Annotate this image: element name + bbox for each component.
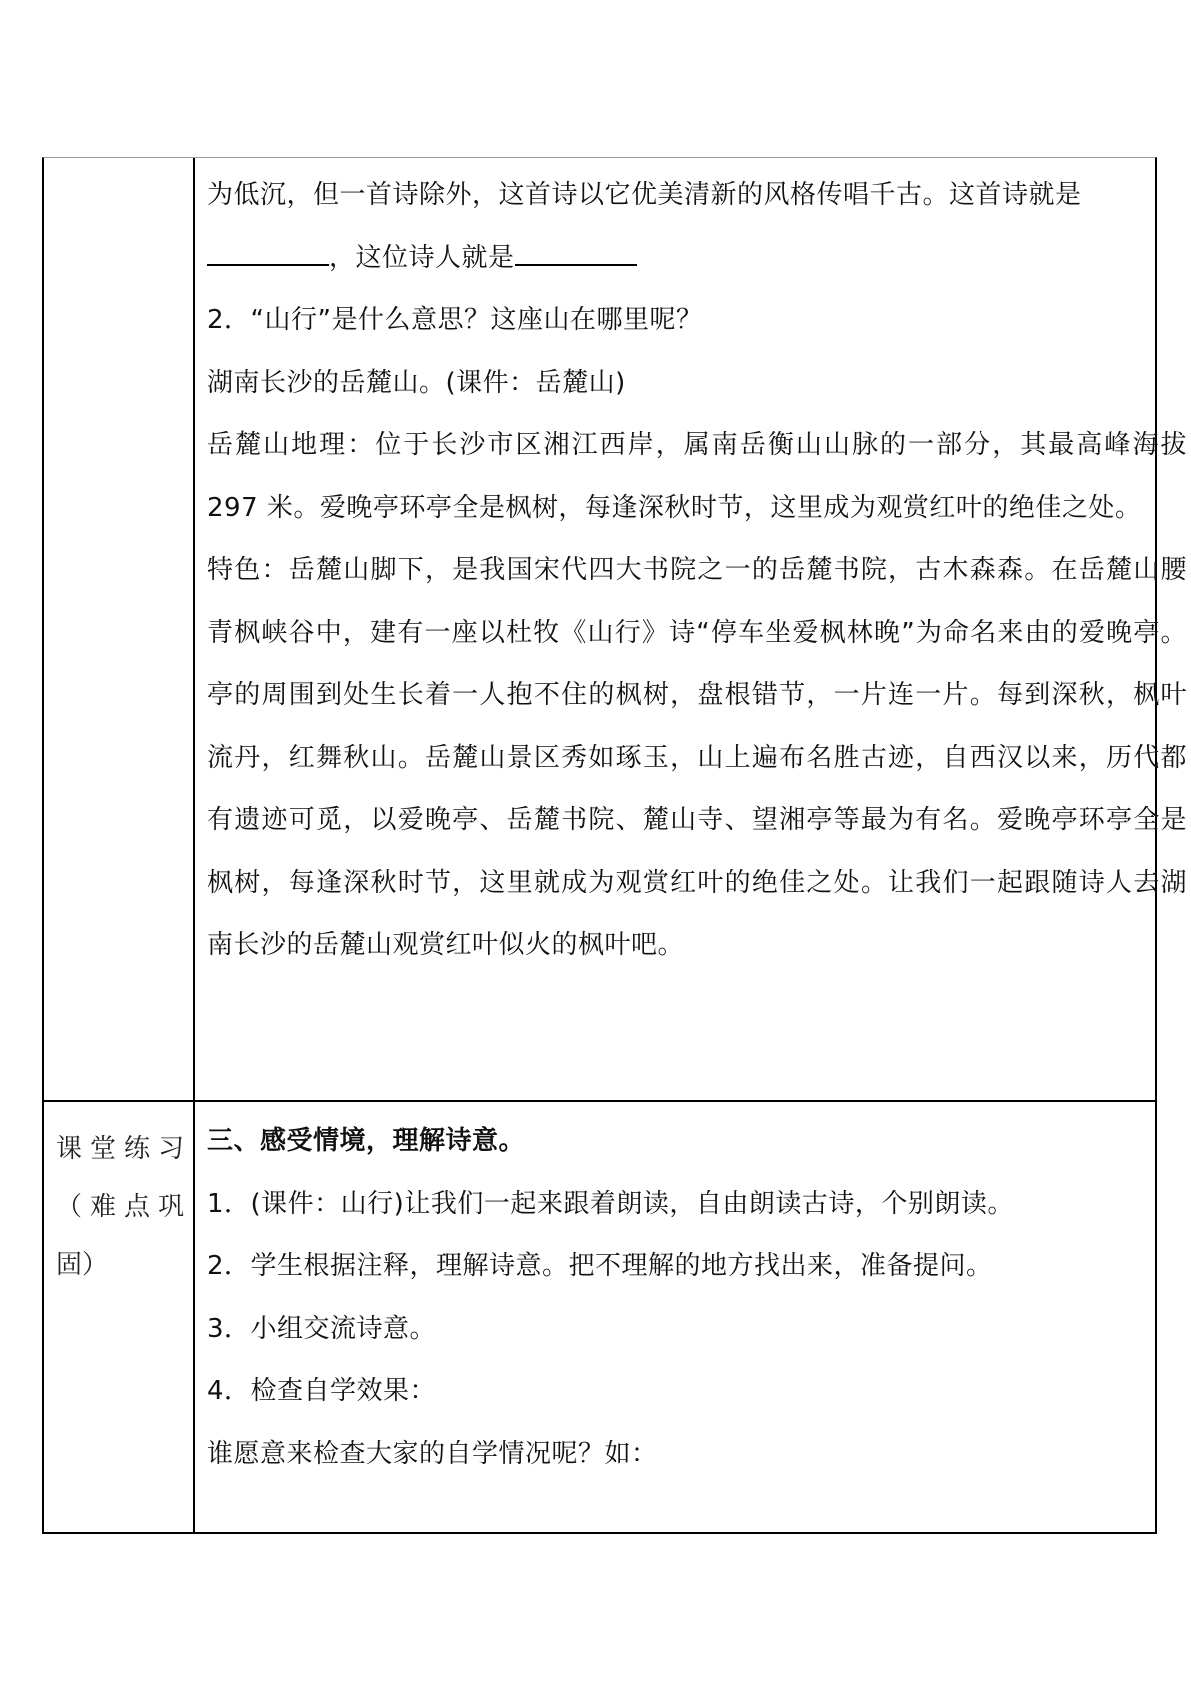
content-cell-row2 xyxy=(207,1110,1187,1485)
fill-blank-poem xyxy=(207,234,329,266)
intro-text: 为低沉，但一首诗除外，这首诗以它优美清新的风格传唱千古。这首诗就是 xyxy=(207,180,1082,210)
exercise-item: 3．小组交流诗意。 xyxy=(207,1313,437,1344)
label-cell-row2 xyxy=(56,1120,184,1294)
paragraph-features: 特色：岳麓山脚下，是我国宋代四大书院之一的岳麓书院，古木森森。在岳麓山腰青枫峡谷中，建有一座以杜牧《山行》诗“停车坐爱枫林晚”为命名来由的爱晚亭。亭的周围到处生长着一人抱不住的枫树，盘根错节，一片连一片。每到深秋，枫叶流丹，红舞秋山。岳麓山景区秀如琢玉，山上遍布名胜古迹，自西汉以来，历代都有遗迹可觅，以爱晚亭、岳麓书院、麓山寺、望湘亭等最为有名。爱晚亭环亭全是枫树，每逢深秋时节，这里就成为观赏红叶的绝佳之处。让我们一起跟随诗人去湖南长沙的岳麓山观赏红叶似火的枫叶吧。 xyxy=(207,555,1187,960)
section-label-line3: 固） xyxy=(56,1250,109,1280)
intro-text-poet: ，这位诗人就是 xyxy=(329,242,515,273)
section-label-line1: 课堂练习 xyxy=(56,1134,184,1164)
exercise-item: 谁愿意来检查大家的自学情况呢？如： xyxy=(207,1438,658,1469)
fill-blank-poet xyxy=(515,234,637,266)
content-cell-row1 xyxy=(207,164,1187,977)
exercise-item: 1．(课件：山行)让我们一起来跟着朗读，自由朗读古诗，个别朗读。 xyxy=(207,1188,1014,1219)
paragraph-intro-continued xyxy=(207,164,1187,289)
exercise-item: 2．学生根据注释，理解诗意。把不理解的地方找出来，准备提问。 xyxy=(207,1251,993,1281)
question-item-2: 2．“山行”是什么意思？这座山在哪里呢？ xyxy=(207,305,703,335)
column-divider xyxy=(193,158,195,1532)
section-heading: 三、感受情境，理解诗意。 xyxy=(207,1126,526,1156)
row-divider xyxy=(44,1100,1155,1102)
section-label-line2: （难点巩 xyxy=(56,1192,184,1222)
answer-location: 湖南长沙的岳麓山。(课件：岳麓山) xyxy=(207,367,626,398)
paragraph-geography: 岳麓山地理：位于长沙市区湘江西岸，属南岳衡山山脉的一部分，其最高峰海拔 297 米。爱晚亭环亭全是枫树，每逢深秋时节，这里成为观赏红叶的绝佳之处。 xyxy=(207,430,1187,523)
exercise-item: 4．检查自学效果： xyxy=(207,1376,437,1406)
lesson-table xyxy=(42,157,1187,1534)
